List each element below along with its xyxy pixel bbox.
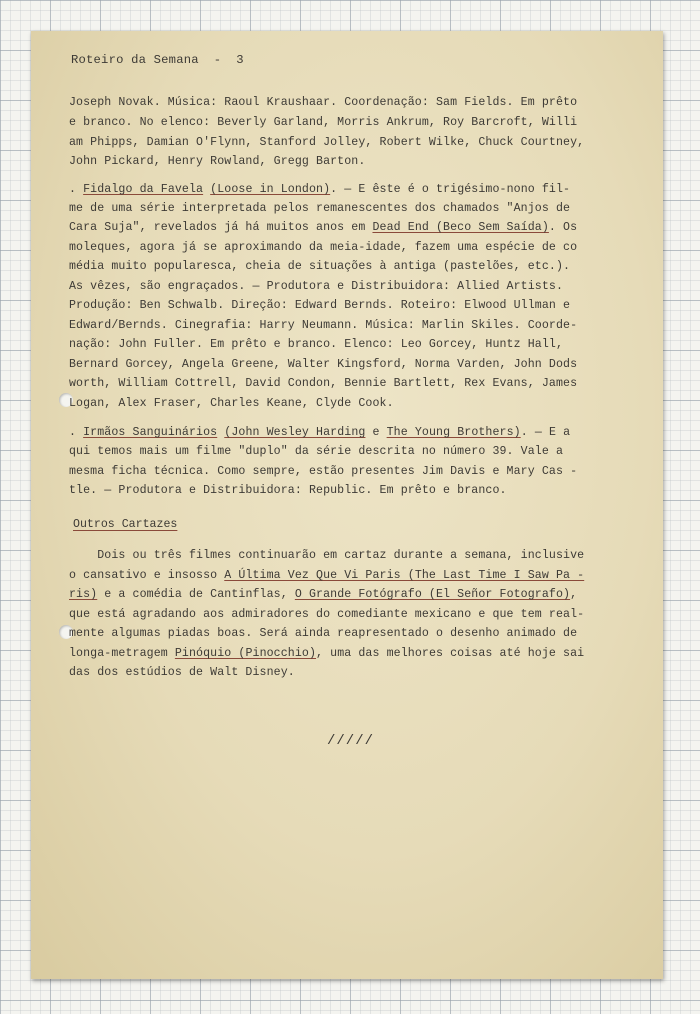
text-line: . Irmãos Sanguinários (John Wesley Harding e The Young Brothers). — E a (69, 426, 571, 439)
text-line: e branco. No elenco: Beverly Garland, Morris Ankrum, Roy Barcroft, Willi (69, 116, 578, 129)
text-fragment: Cara Suja", revelados já há muitos anos em (69, 221, 373, 234)
text-line: Logan, Alex Fraser, Charles Keane, Clyde Cook. (69, 397, 394, 410)
text-line: John Pickard, Henry Rowland, Gregg Barton. (69, 155, 366, 168)
text-line: Bernard Gorcey, Angela Greene, Walter Kingsford, Norma Varden, John Dods (69, 358, 578, 371)
text-line: que está agradando aos admiradores do comediante mexicano e que tem real- (69, 608, 585, 621)
text-line: qui temos mais um filme "duplo" da série descrita no número 39. Vale a (69, 445, 564, 458)
text-line: . Fidalgo da Favela (Loose in London). — E êste é o trigésimo-nono fil- (69, 183, 571, 196)
text-fragment: e a comédia de Cantinflas, (97, 588, 295, 601)
text-line: me de uma série interpretada pelos remanescentes dos chamados "Anjos de (69, 202, 571, 215)
text-line (69, 569, 584, 583)
film-title: O Grande Fotógrafo (El Señor Fotografo) (294, 588, 571, 601)
text-line: moleques, agora já se aproximando da meia-idade, fazem uma espécie de co (69, 241, 578, 254)
text-fragment: o cansativo e insosso (69, 569, 225, 582)
text-fragment: . Os (548, 221, 578, 234)
text-line (69, 221, 577, 235)
text-line: nação: John Fuller. Em prêto e branco. Elenco: Leo Gorcey, Huntz Hall, (69, 338, 564, 351)
section-heading: Outros Cartazes (73, 518, 178, 531)
film-title-original: (John Wesley Harding (224, 426, 366, 439)
film-title-original: (Loose in London) (210, 183, 331, 196)
text-fragment: longa-metragem (69, 647, 175, 660)
film-title: ris) (69, 588, 98, 601)
text-line: Joseph Novak. Música: Raoul Kraushaar. Coordenação: Sam Fields. Em prêto (69, 96, 578, 109)
text-fragment: , (570, 588, 578, 601)
text-fragment: , uma das melhores coisas até hoje sai (316, 647, 585, 660)
text-line: Edward/Bernds. Cinegrafia: Harry Neumann. Música: Marlin Skiles. Coorde- (69, 319, 578, 332)
text-fragment: . — E a (520, 426, 571, 439)
text-line: mente algumas piadas boas. Será ainda reapresentado o desenho animado de (69, 627, 578, 640)
text-line (69, 647, 584, 661)
text-fragment: . — E êste é o trigésimo-nono fil- (330, 183, 571, 196)
text-line: mesma ficha técnica. Como sempre, estão presentes Jim Davis e Mary Cas - (69, 465, 578, 478)
film-title: Fidalgo da Favela (83, 183, 204, 196)
text-line: Produção: Ben Schwalb. Direção: Edward Bernds. Roteiro: Elwood Ullman e (69, 299, 571, 312)
text-line: am Phipps, Damian O'Flynn, Stanford Jolley, Robert Wilke, Chuck Courtney, (69, 136, 585, 149)
text-line: média muito popularesca, cheia de situações à antiga (pastelões, etc.). (69, 260, 571, 273)
page-header: Roteiro da Semana - 3 (71, 53, 244, 67)
film-reference: Dead End (Beco Sem Saída) (372, 221, 549, 234)
text-line: worth, William Cottrell, David Condon, Bennie Bartlett, Rex Evans, James (69, 377, 578, 390)
film-title-original: The Young Brothers) (386, 426, 521, 439)
text-fragment: e (365, 426, 387, 439)
text-line: Dois ou três filmes continuarão em cartaz durante a semana, inclusive (69, 549, 585, 562)
end-mark: ///// (327, 733, 375, 749)
text-line: tle. — Produtora e Distribuidora: Republic. Em prêto e branco. (69, 484, 507, 497)
film-title: A Última Vez Que Vi Paris (The Last Time I Saw Pa - (224, 569, 585, 582)
text-line (69, 588, 577, 602)
typed-page (31, 31, 663, 979)
text-line: das dos estúdios de Walt Disney. (69, 666, 295, 679)
film-title: Pinóquio (Pinocchio) (174, 647, 317, 660)
text-line: As vêzes, são engraçados. — Produtora e Distribuidora: Allied Artists. (69, 280, 564, 293)
film-title: Irmãos Sanguinários (83, 426, 218, 439)
